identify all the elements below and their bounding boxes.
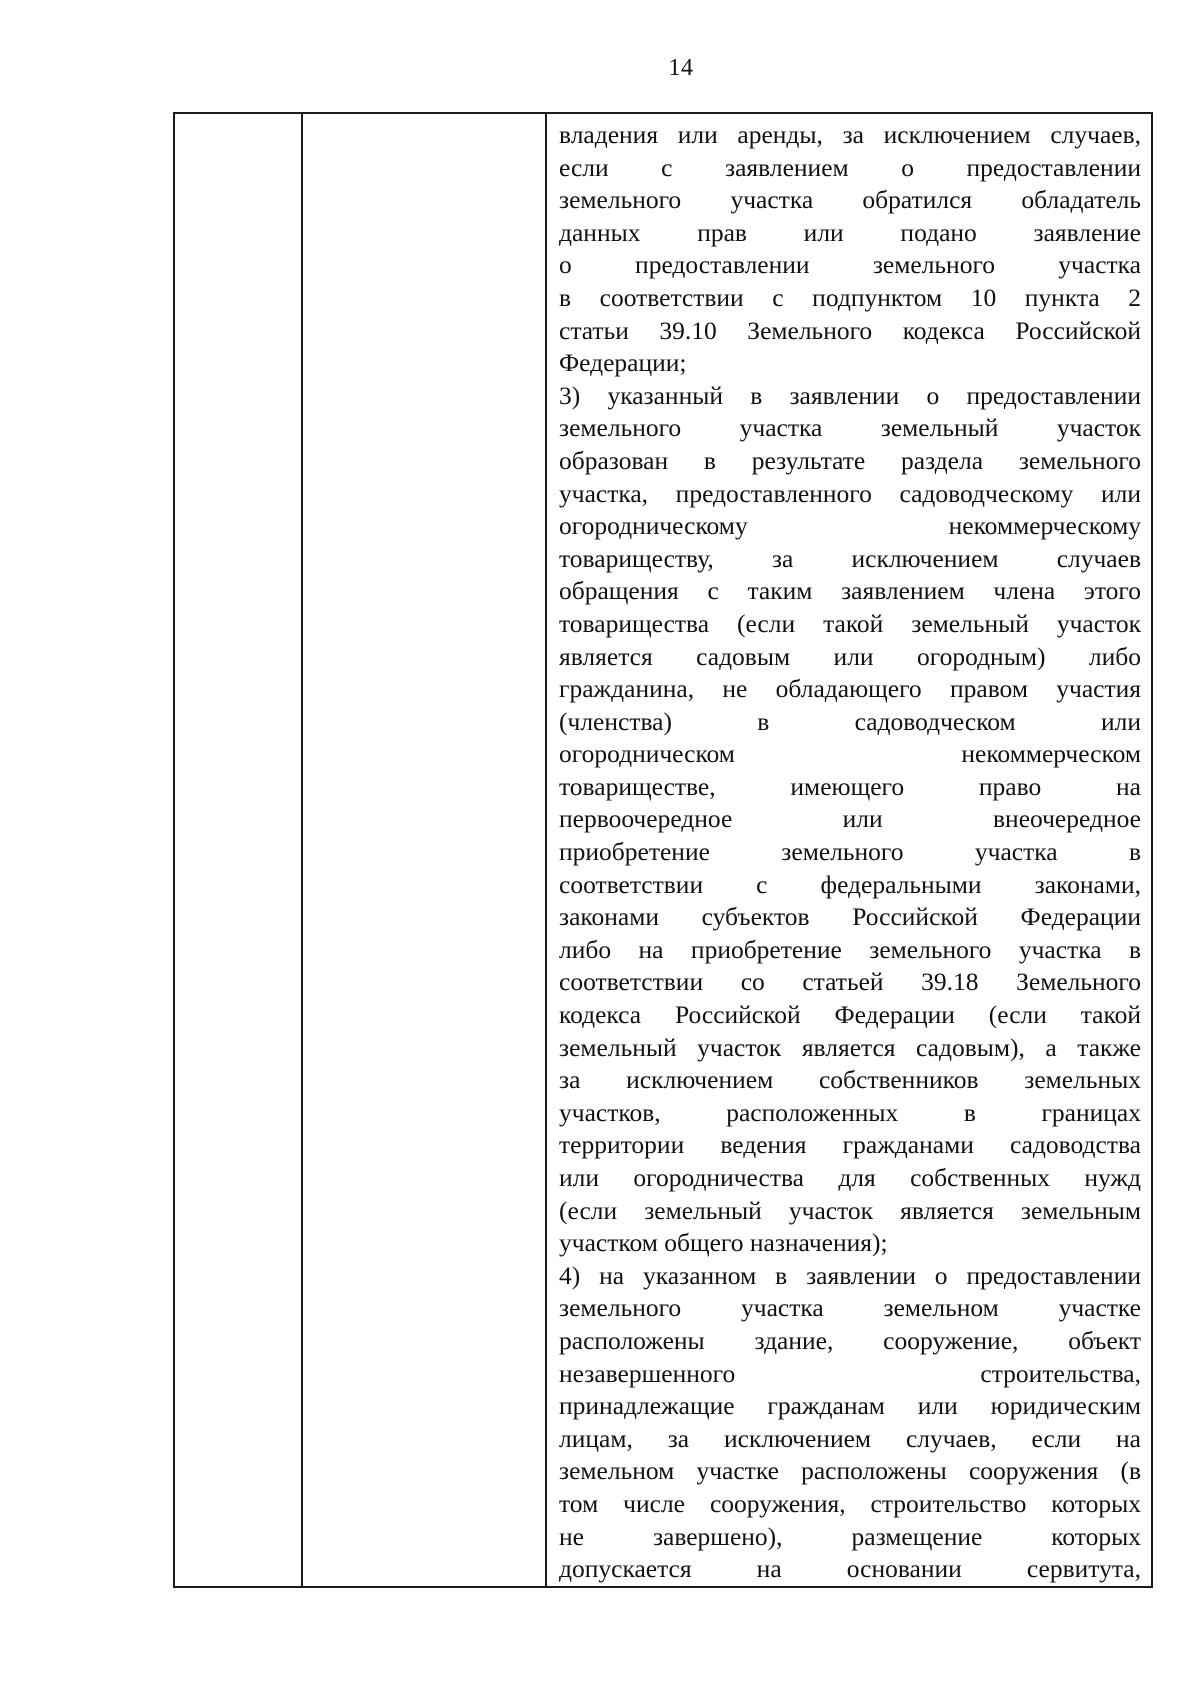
text-line: не завершено), размещение которых	[559, 1521, 1141, 1551]
text-line: товариществу, за исключением случаев	[559, 543, 1141, 573]
page-number: 14	[668, 55, 694, 81]
text-line: (членства) в садоводческом или	[559, 706, 1141, 736]
text-line: соответствии с федеральными законами,	[559, 869, 1141, 899]
text-line: участка, предоставленного садоводческому или	[559, 478, 1141, 508]
table-cell-name-text	[303, 114, 545, 119]
text-line: участком общего назначения);	[559, 1228, 888, 1258]
table-cell-name	[302, 113, 546, 1587]
text-line: кодекса Российской Федерации (если такой	[559, 1000, 1141, 1030]
text-line: земельного участка земельном участке	[559, 1293, 1141, 1323]
text-line: принадлежащие гражданам или юридическим	[559, 1391, 1141, 1421]
text-line: товариществе, имеющего право на	[559, 771, 1141, 801]
text-line: участков, расположенных в границах	[559, 1097, 1141, 1127]
text-line: допускается на основании сервитута,	[559, 1554, 1141, 1584]
table-cell-number	[174, 113, 302, 1587]
text-line: земельного участка земельный участок	[559, 413, 1141, 443]
text-line: или огородничества для собственных нужд	[559, 1163, 1141, 1192]
text-line: законами субъектов Российской Федерации	[559, 902, 1141, 932]
text-line: расположены здание, сооружение, объект	[559, 1325, 1141, 1355]
text-line: огородническом некоммерческом	[559, 739, 1141, 769]
text-line: за исключением собственников земельных	[559, 1065, 1141, 1095]
text-line: гражданина, не обладающего правом участия	[559, 674, 1141, 704]
text-line: если с заявлением о предоставлении	[559, 152, 1141, 182]
text-line: является садовым или огородным) либо	[559, 641, 1141, 671]
text-line: либо на приобретение земельного участка в	[559, 934, 1141, 964]
text-line: лицам, за исключением случаев, если на	[559, 1423, 1141, 1453]
text-line: образован в результате раздела земельного	[559, 445, 1141, 475]
text-line: приобретение земельного участка в	[559, 837, 1141, 867]
text-line: первоочередное или внеочередное	[559, 804, 1141, 834]
text-line: владения или аренды, за исключением случаев,	[559, 120, 1141, 149]
text-line: 4) на указанном в заявлении о предоставлении	[559, 1260, 1141, 1290]
text-line: земельного участка обратился обладатель	[559, 185, 1141, 215]
table-cell-number-text	[175, 114, 301, 119]
text-line: территории ведения гражданами садоводства	[559, 1130, 1141, 1160]
text-line: обращения с таким заявлением члена этого	[559, 576, 1141, 606]
text-line: огородническому некоммерческому	[559, 511, 1141, 541]
table-row	[174, 113, 1152, 1587]
grounds-text	[547, 114, 1151, 1586]
text-line: данных прав или подано заявление	[559, 217, 1141, 247]
text-line: товарищества (если такой земельный участок	[559, 608, 1141, 638]
text-line: статьи 39.10 Земельного кодекса Российской	[559, 315, 1141, 345]
text-line: Федерации;	[559, 348, 687, 378]
table-cell-grounds	[546, 113, 1152, 1587]
text-line: в соответствии с подпунктом 10 пункта 2	[559, 282, 1141, 312]
text-line: 3) указанный в заявлении о предоставлении	[559, 380, 1141, 410]
text-line: (если земельный участок является земельным	[559, 1195, 1141, 1225]
text-line: земельный участок является садовым), а также	[559, 1032, 1141, 1062]
text-line: соответствии со статьей 39.18 Земельного	[559, 967, 1141, 997]
text-line: земельном участке расположены сооружения (в	[559, 1456, 1141, 1486]
text-line: незавершенного строительства,	[559, 1358, 1141, 1388]
text-line: о предоставлении земельного участка	[559, 250, 1141, 280]
text-line: том числе сооружения, строительство которых	[559, 1488, 1141, 1518]
document-table	[173, 112, 1153, 1588]
